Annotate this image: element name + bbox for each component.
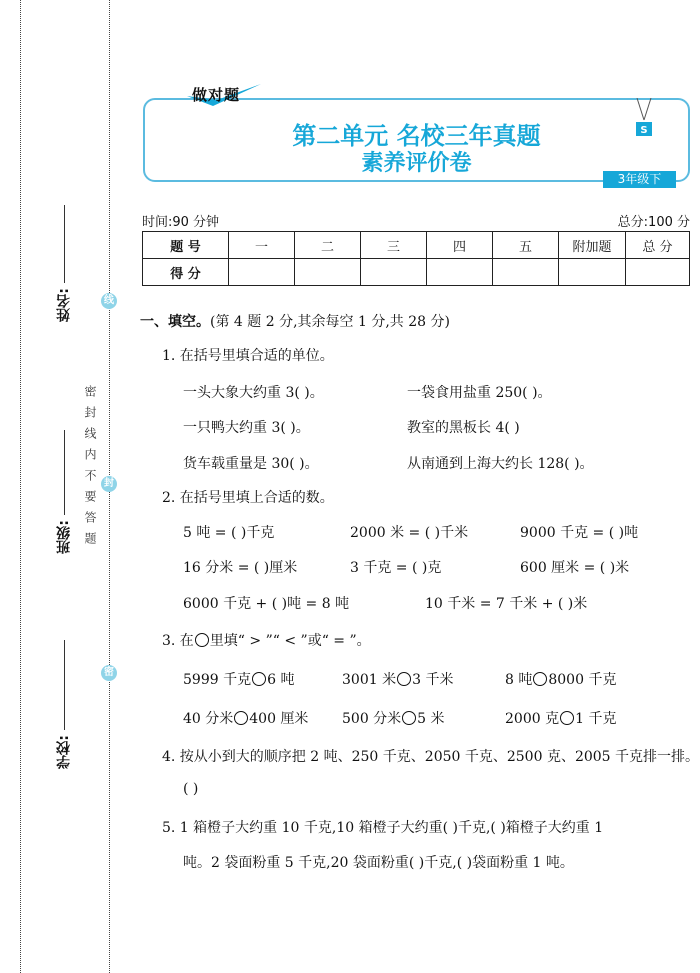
compare-circle-input[interactable] — [234, 711, 248, 725]
compare-circle-input[interactable] — [252, 672, 266, 686]
score-cell[interactable] — [229, 259, 295, 286]
score-cell[interactable] — [361, 259, 427, 286]
title-banner — [143, 98, 690, 182]
compare-circle-icon — [195, 633, 209, 647]
score-cell[interactable] — [295, 259, 361, 286]
q3-item: 3001 米 3 千米 — [342, 672, 454, 688]
score-cell[interactable] — [626, 259, 690, 286]
section-note: (第 4 题 2 分,其余每空 1 分,共 28 分) — [210, 314, 450, 330]
score-cell[interactable] — [559, 259, 626, 286]
time-limit: 时间:90 分钟 — [142, 215, 220, 230]
compare-circle-input[interactable] — [533, 672, 547, 686]
table-cell: 总 分 — [626, 232, 690, 259]
page-subtitle: 素养评价卷 — [361, 151, 472, 176]
q2-item: 10 千米 = 7 千米 + ( )米 — [425, 596, 588, 612]
score-table — [142, 231, 690, 286]
tag-icon — [632, 98, 656, 140]
total-score: 总分:100 分 — [617, 215, 690, 230]
name-fill-line — [64, 205, 65, 283]
q1-item: 一袋食用盐重 250( )。 — [407, 385, 552, 401]
table-cell: 一 — [229, 232, 295, 259]
q2-item: 5 吨 = ( )千克 — [183, 525, 275, 541]
q2-item: 2000 米 = ( )千米 — [350, 525, 469, 541]
class-label: 班级: — [56, 520, 72, 554]
school-fill-line — [64, 640, 65, 730]
table-cell: 题 号 — [143, 232, 229, 259]
table-cell: 四 — [427, 232, 493, 259]
seal-mark-seal: 封 — [101, 476, 117, 492]
q5-line2: 吨。2 袋面粉重 5 千克,20 袋面粉重( )千克,( )袋面粉重 1 吨。 — [183, 855, 574, 871]
page-title: 第二单元 名校三年真题 — [292, 122, 541, 150]
q1-item: 货车载重量是 30( )。 — [183, 456, 319, 472]
school-label: 学校: — [56, 735, 72, 769]
grade-tab: 3年级下 — [603, 171, 676, 188]
badge-label: 做对题 — [192, 86, 241, 104]
q4-stem: 4. 按从小到大的顺序把 2 吨、250 千克、2050 千克、2500 克、2005 千克排一排。 — [162, 749, 700, 765]
seal-warning-text: 密封线内不要答题 — [83, 385, 97, 553]
q5-line1: 5. 1 箱橙子大约重 10 千克,10 箱橙子大约重( )千克,( )箱橙子大约重 1 — [162, 820, 604, 836]
class-fill-line — [64, 430, 65, 515]
table-cell: 五 — [493, 232, 559, 259]
table-row — [143, 259, 690, 286]
q2-item: 16 分米 = ( )厘米 — [183, 560, 298, 576]
section-title: 一、填空。 — [140, 314, 210, 330]
q2-item: 3 千克 = ( )克 — [350, 560, 442, 576]
q2-item: 600 厘米 = ( )米 — [520, 560, 630, 576]
q1-item: 一只鸭大约重 3( )。 — [183, 420, 310, 436]
compare-circle-input[interactable] — [560, 711, 574, 725]
q1-item: 从南通到上海大约长 128( )。 — [407, 456, 594, 472]
q3-stem: 3. 在 里填“ > ”“ < ”或“ = ”。 — [162, 633, 371, 649]
q2-item: 9000 千克 = ( )吨 — [520, 525, 639, 541]
q1-item: 教室的黑板长 4( ) — [407, 420, 520, 436]
table-cell: 三 — [361, 232, 427, 259]
table-cell: 附加题 — [559, 232, 626, 259]
q1-stem: 1. 在括号里填合适的单位。 — [162, 348, 334, 364]
name-label: 姓名: — [56, 288, 72, 322]
q3-item: 2000 克 1 千克 — [505, 711, 617, 727]
compare-circle-input[interactable] — [397, 672, 411, 686]
section-heading — [140, 311, 450, 331]
q3-item: 500 分米 5 米 — [342, 711, 445, 727]
score-cell[interactable] — [493, 259, 559, 286]
compare-circle-input[interactable] — [402, 711, 416, 725]
seal-mark-secret: 密 — [101, 665, 117, 681]
q2-stem: 2. 在括号里填上合适的数。 — [162, 490, 334, 506]
table-cell: 二 — [295, 232, 361, 259]
q3-item: 8 吨 8000 千克 — [505, 672, 617, 688]
q2-item: 6000 千克 + ( )吨 = 8 吨 — [183, 596, 350, 612]
table-row — [143, 232, 690, 259]
q1-item: 一头大象大约重 3( )。 — [183, 385, 324, 401]
binding-dotted-line-outer — [20, 0, 21, 973]
q4-answer-blank[interactable]: ( ) — [183, 781, 199, 797]
score-cell[interactable] — [427, 259, 493, 286]
seal-mark-line: 线 — [101, 293, 117, 309]
q3-item: 40 分米 400 厘米 — [183, 711, 309, 727]
table-cell: 得 分 — [143, 259, 229, 286]
q3-item: 5999 千克 6 吨 — [183, 672, 295, 688]
tag-letter: S — [640, 125, 648, 136]
